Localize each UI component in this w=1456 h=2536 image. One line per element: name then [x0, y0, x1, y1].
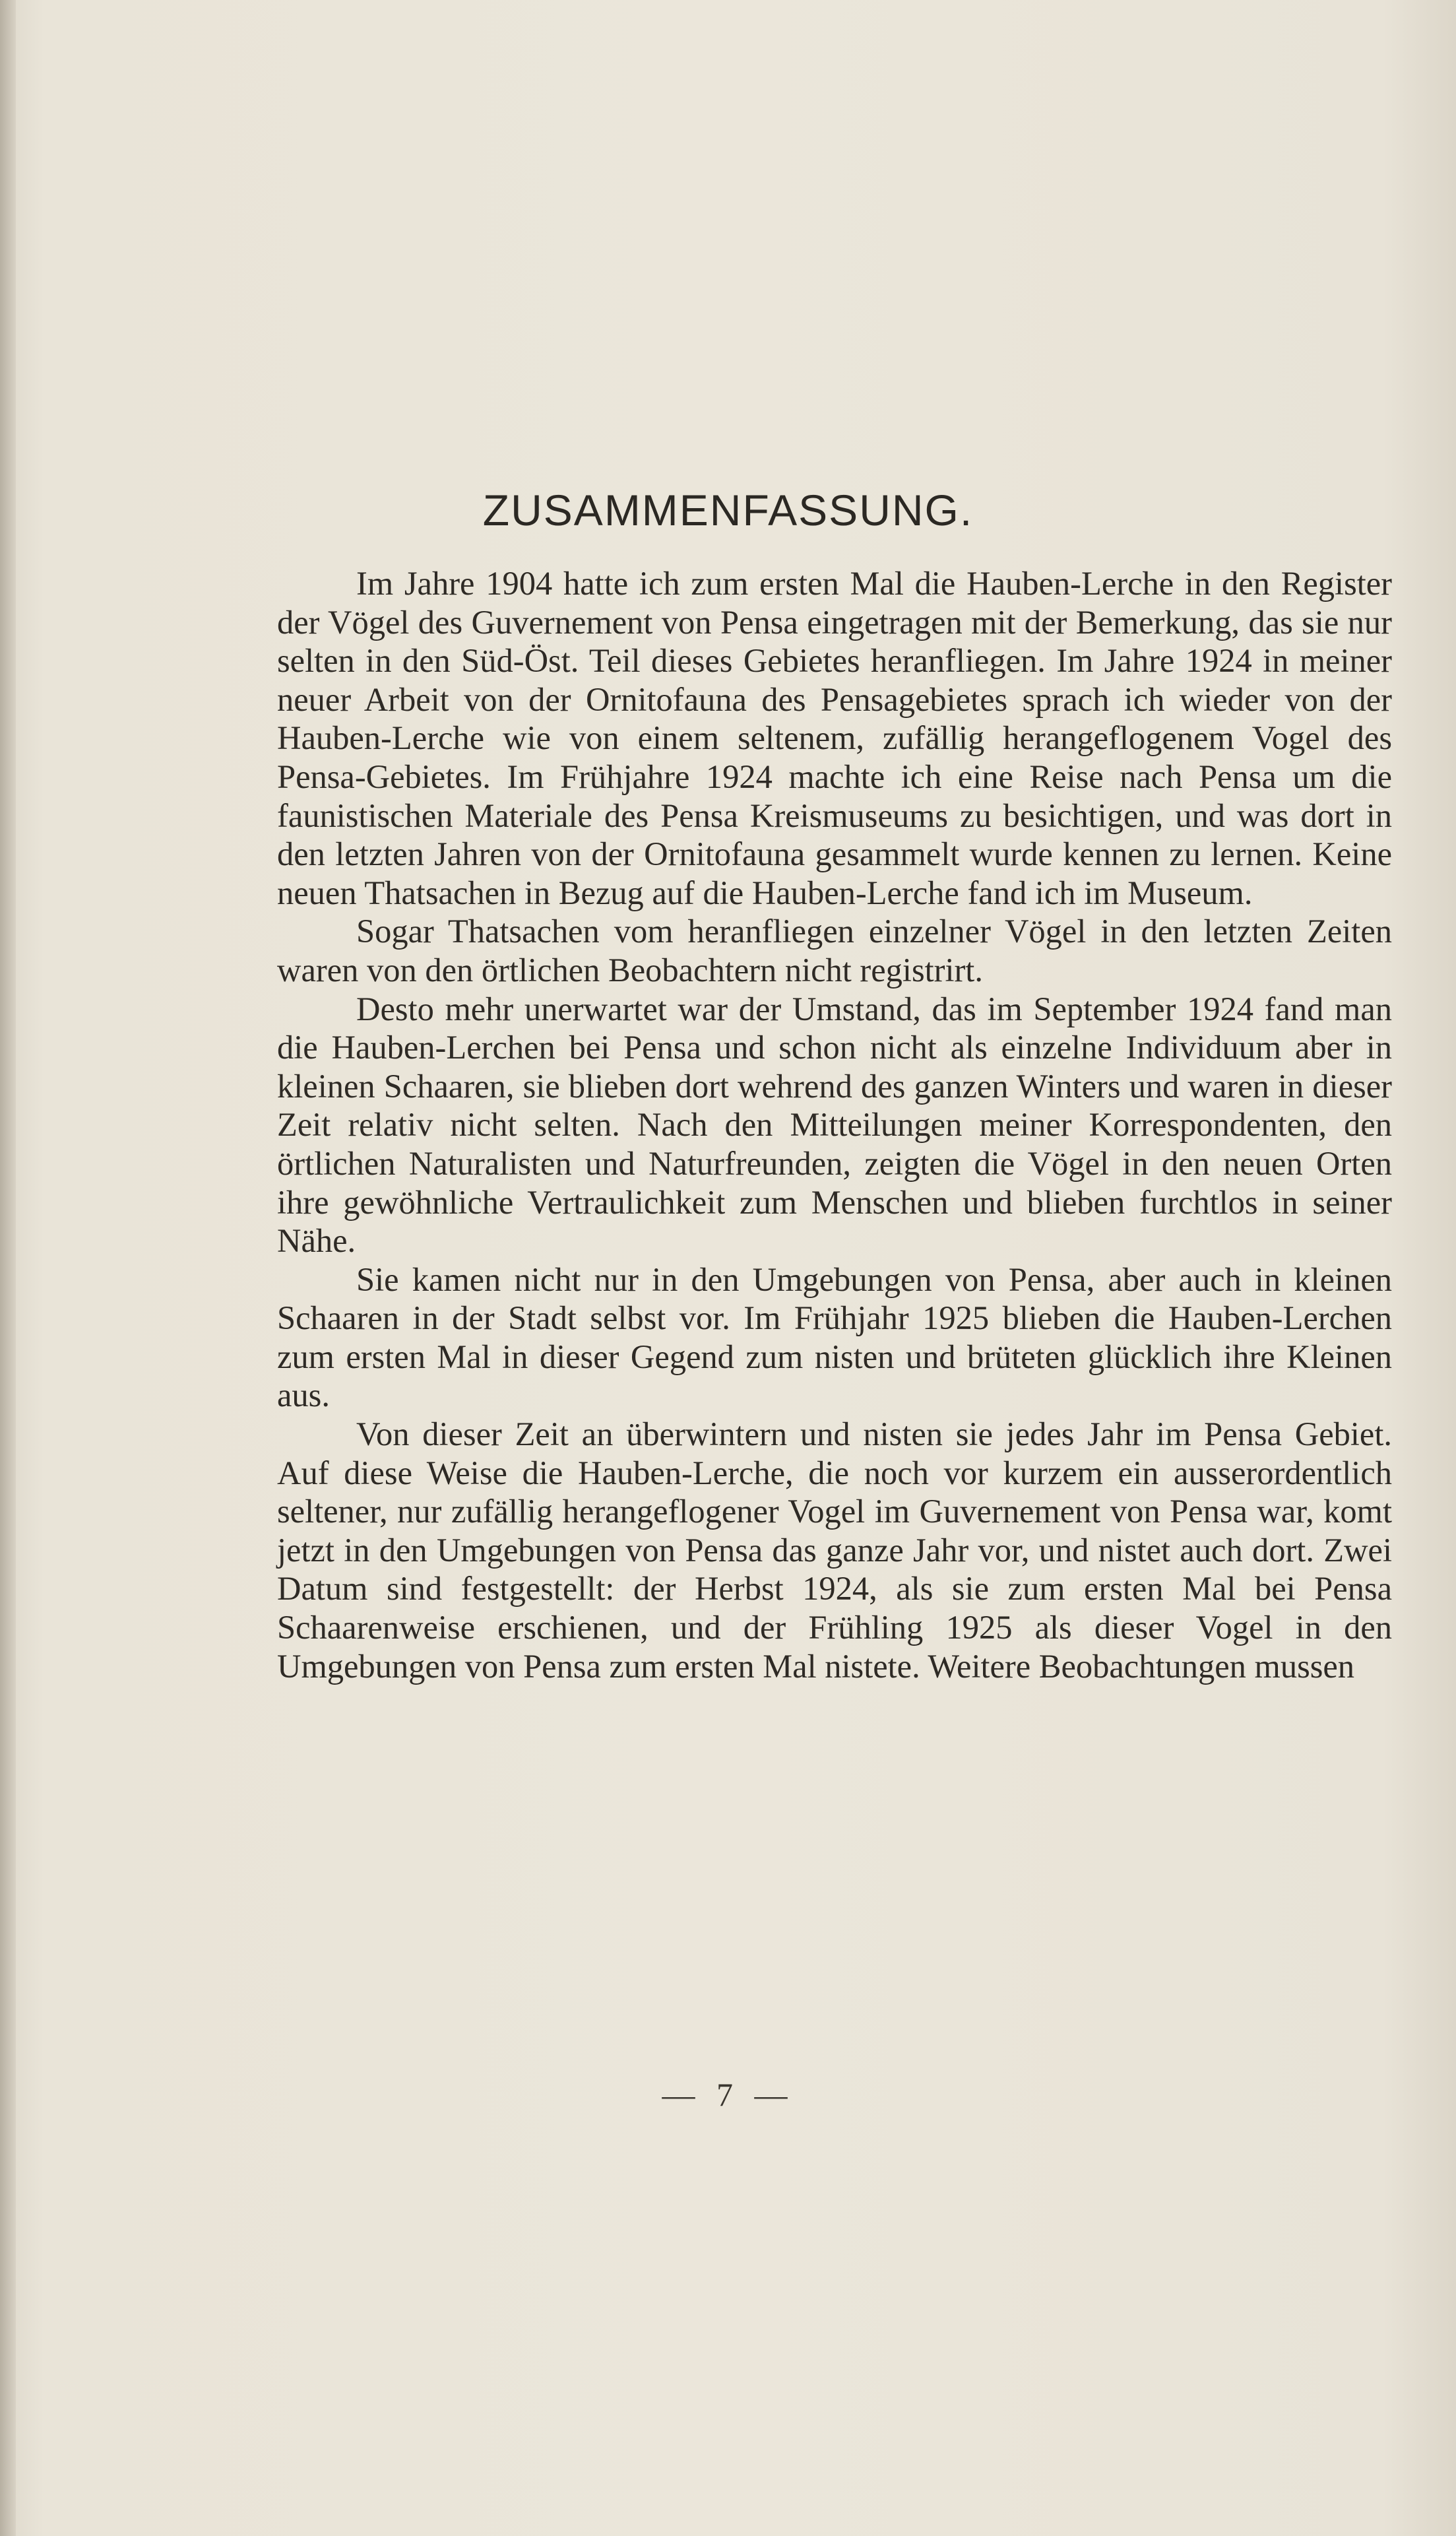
- page-title: ZUSAMMENFASSUNG.: [482, 486, 974, 535]
- paragraph-5: Von dieser Zeit an überwintern und nisten sie jedes Jahr im Pensa Gebiet. Auf diese Weise die Hauben-Lerche, die noch vor kurzem ein ausserordentlich seltener, nur zufällig herangeflogener Vogel im Guvernement von Pensa war, komt jetzt in den Umgebungen von Pensa das ganze Jahr vor, und nistet auch dort. Zwei Datum sind festgestellt: der Herbst 1924, als sie zum ersten Mal bei Pensa Schaarenweise erschienen, und der Frühling 1925 als dieser Vogel in den Umgebungen von Pensa zum ersten Mal nistete. Weitere Beobachtungen mussen: [277, 1415, 1392, 1685]
- paragraph-1: Im Jahre 1904 hatte ich zum ersten Mal die Hauben-Lerche in den Register der Vögel des Guvernement von Pensa eingetragen mit der Bemerkung, das sie nur selten in den Süd-Öst. Teil dieses Gebietes heranfliegen. Im Jahre 1924 in meiner neuer Arbeit von der Ornitofauna des Pensagebietes sprach ich wieder von der Hauben-Lerche wie von einem seltenem, zufällig herangeflogenem Vogel des Pensa-Gebietes. Im Frühjahre 1924 machte ich eine Reise nach Pensa um die faunistischen Materiale des Pensa Kreismuseums zu besichtigen, und was dort in den letzten Jahren von der Ornitofauna gesammelt wurde kennen zu lernen. Keine neuen Thatsachen in Bezug auf die Hauben-Lerche fand ich im Museum.: [277, 565, 1392, 911]
- page-number: — 7 —: [662, 2076, 794, 2113]
- paragraph-3: Desto mehr unerwartet war der Umstand, das im September 1924 fand man die Hauben-Lerchen bei Pensa und schon nicht als einzelne Individuum aber in kleinen Schaaren, sie blieben dort wehrend des ganzen Winters und waren in dieser Zeit relativ nicht selten. Nach den Mitteilungen meiner Korrespondenten, den örtlichen Naturalisten und Naturfreunden, zeigten die Vögel in den neuen Orten ihre gewöhnliche Vertraulichkeit zum Menschen und blieben furchtlos in seiner Nähe.: [277, 990, 1392, 1260]
- page-binding-edge: [0, 0, 16, 2536]
- body-text: [277, 564, 1392, 1685]
- paragraph-2: Sogar Thatsachen vom heranfliegen einzelner Vögel in den letzten Zeiten waren von den örtlichen Beobachtern nicht registrirt.: [277, 913, 1392, 989]
- paragraph-4: Sie kamen nicht nur in den Umgebungen von Pensa, aber auch in kleinen Schaaren in der Stadt selbst vor. Im Frühjahr 1925 blieben die Hauben-Lerchen zum ersten Mal in dieser Gegend zum nisten und brüteten glücklich ihre Kleinen aus.: [277, 1260, 1392, 1414]
